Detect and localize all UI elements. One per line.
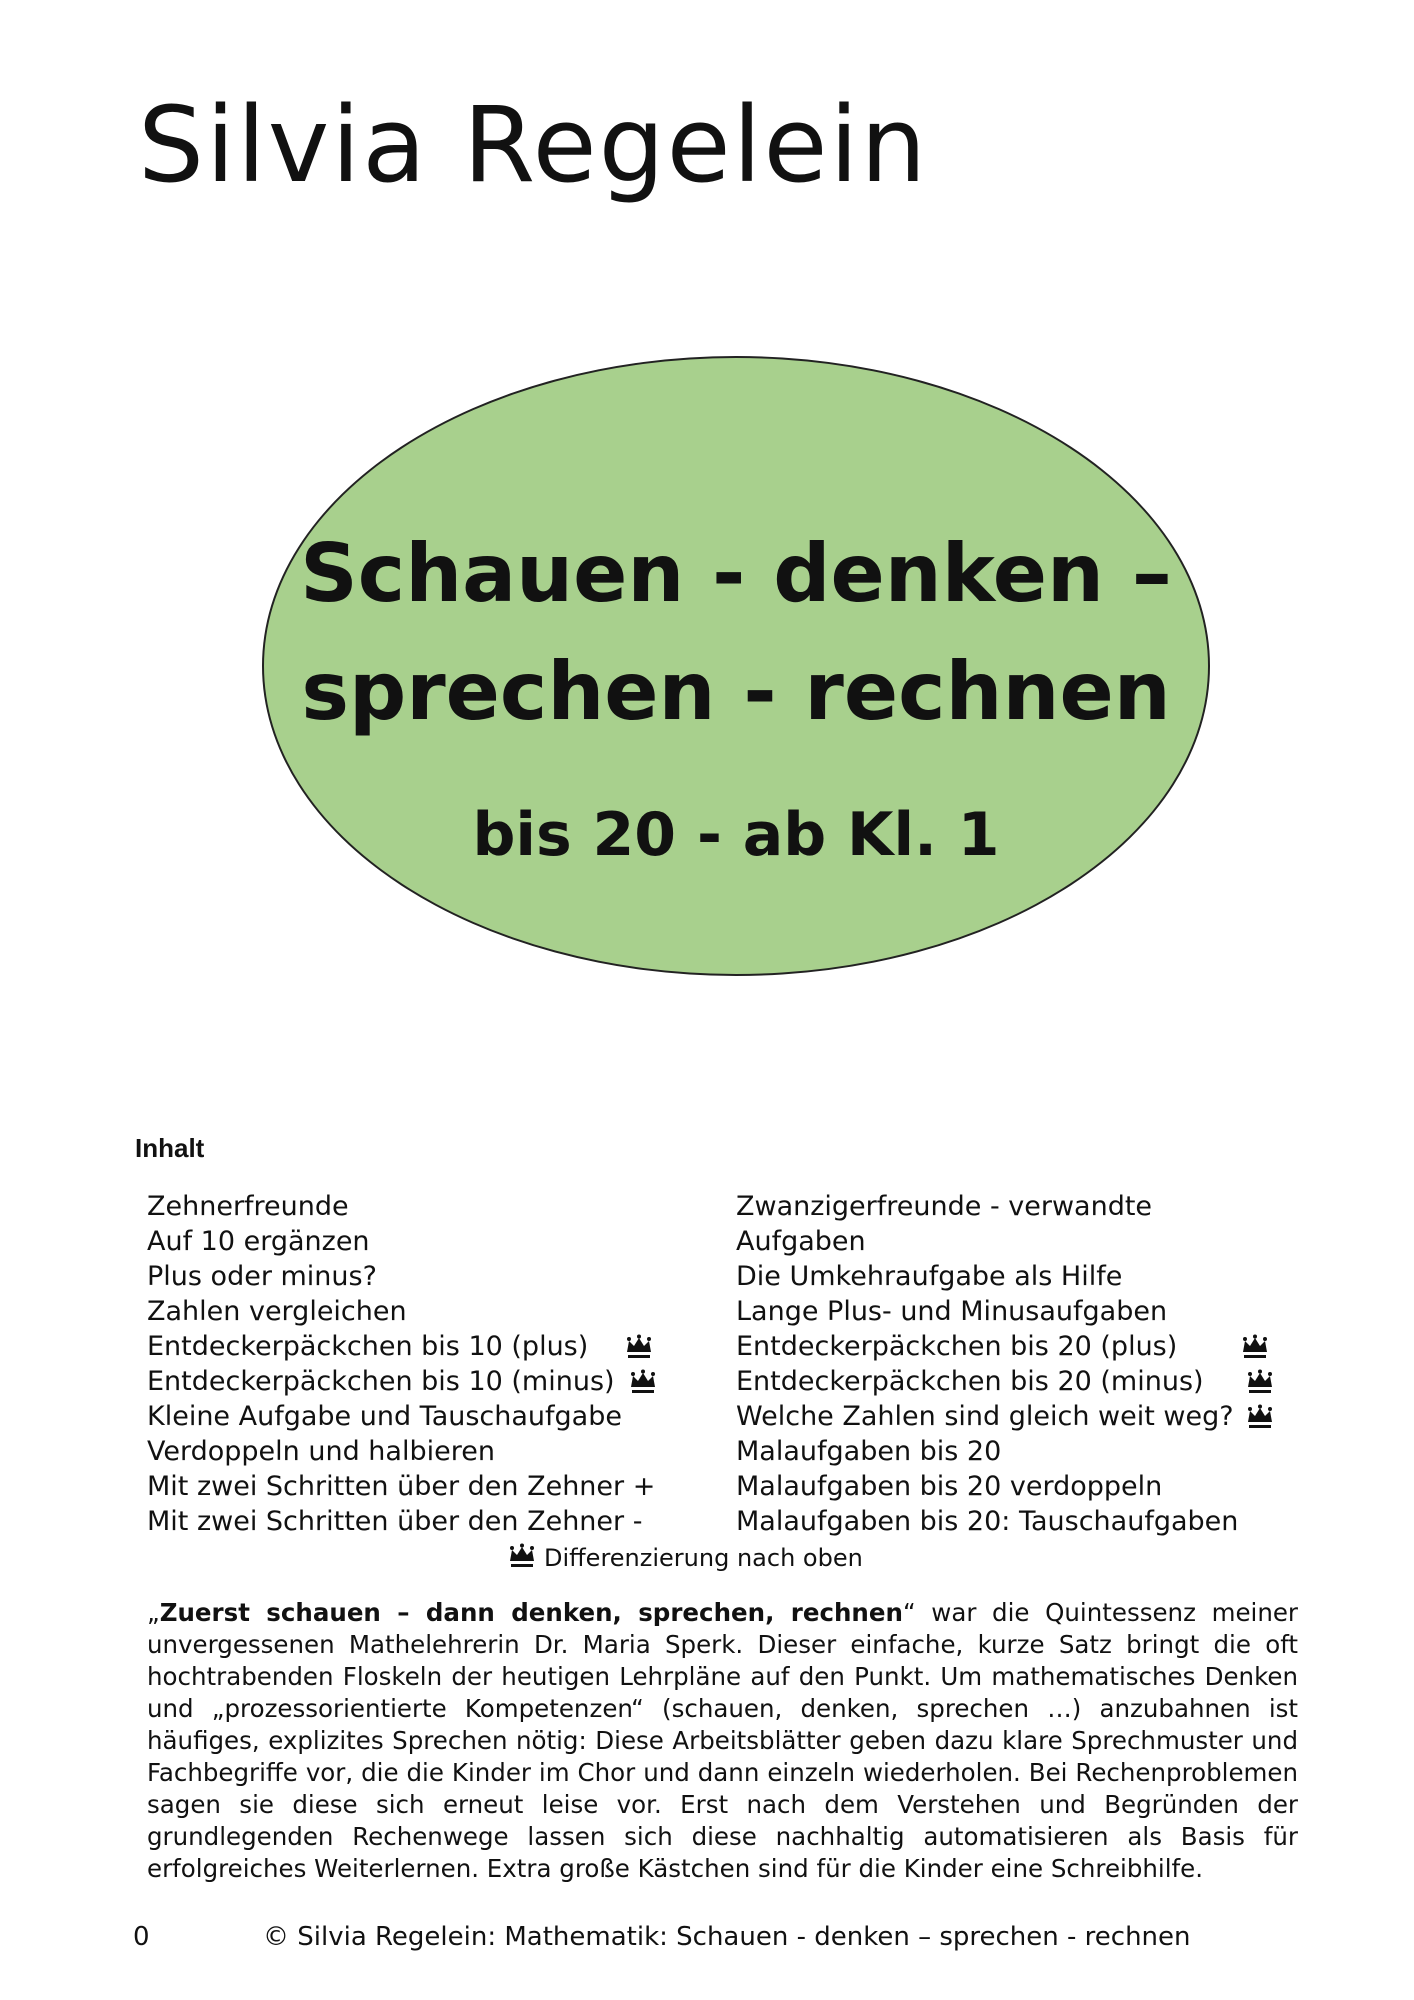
toc-item-label: Entdeckerpäckchen bis 20 (plus): [736, 1331, 1178, 1362]
author-name: Silvia Regelein: [138, 84, 929, 206]
toc-item: [736, 1364, 1306, 1399]
toc-item: [147, 1434, 687, 1469]
toc-item-label: Mit zwei Schritten über den Zehner -: [147, 1506, 643, 1537]
worksheet-subtitle: bis 20 - ab Kl. 1: [472, 800, 1000, 870]
toc-item: [147, 1224, 687, 1259]
copyright-footer: © Silvia Regelein: Mathematik: Schauen - denken – sprechen - rechnen: [263, 1922, 1191, 1952]
toc-item: [147, 1364, 687, 1399]
contents-heading: Inhalt: [135, 1133, 205, 1163]
toc-item: [147, 1399, 687, 1434]
toc-left-column: [147, 1189, 687, 1539]
toc-item-label: Malaufgaben bis 20 verdoppeln: [736, 1471, 1163, 1502]
toc-item: [736, 1434, 1306, 1469]
toc-item-label: Aufgaben: [736, 1226, 866, 1257]
legend-text: Differenzierung nach oben: [544, 1544, 863, 1572]
toc-item-label: Zahlen vergleichen: [147, 1296, 407, 1327]
toc-item: [736, 1329, 1306, 1364]
toc-item: [736, 1294, 1306, 1329]
toc-item-label: Welche Zahlen sind gleich weit weg?: [736, 1401, 1234, 1432]
crown-icon: [629, 1369, 657, 1395]
toc-item: [736, 1469, 1306, 1504]
crown-icon: [1246, 1404, 1274, 1430]
toc-item: [736, 1504, 1306, 1539]
toc-item-label: Entdeckerpäckchen bis 10 (plus): [147, 1331, 589, 1362]
worksheet-title: [262, 515, 1210, 751]
toc-item-label: Zehnerfreunde: [147, 1191, 349, 1222]
toc-item-label: Malaufgaben bis 20: Tauschaufgaben: [736, 1506, 1239, 1537]
intro-text: “ war die Quintessenz meiner unvergessenen Mathelehrerin Dr. Maria Sperk. Dieser einfache, kurze Satz bringt die oft hochtrabenden Floskeln der heutigen Lehrpläne auf den Punkt. Um mathematisches Denken und „prozessorientierte Kompetenzen“ (schauen, denken, sprechen …) anzubahnen ist häufiges, explizites Sprechen nötig: Diese Arbeitsblätter geben dazu klare Sprechmuster und Fachbegriffe vor, die die Kinder im Chor und dann einzeln wiederholen. Bei Rechenproblemen sagen sie diese sich erneut leise vor. Erst nach dem Verstehen und Begründen der grundlegenden Rechenwege lassen sich diese nachhaltig automatisieren als Basis für erfolgreiches Weiterlernen. Extra große Kästchen sind für die Kinder eine Schreibhilfe.: [147, 1598, 1299, 1883]
toc-item: [147, 1189, 687, 1224]
toc-item: [147, 1504, 687, 1539]
toc-item-label: Entdeckerpäckchen bis 20 (minus): [736, 1366, 1204, 1397]
title-line-1: Schauen - denken –: [300, 527, 1172, 620]
toc-item-label: Lange Plus- und Minusaufgaben: [736, 1296, 1168, 1327]
toc-item: [147, 1469, 687, 1504]
toc-item-label: Auf 10 ergänzen: [147, 1226, 370, 1257]
title-line-2: sprechen - rechnen: [301, 645, 1171, 738]
page-number: 0: [133, 1922, 150, 1952]
crown-icon: [625, 1334, 653, 1360]
toc-item-label: Die Umkehraufgabe als Hilfe: [736, 1261, 1123, 1292]
legend: [508, 1542, 863, 1574]
toc-item: [736, 1399, 1306, 1434]
intro-open-quote: „: [147, 1598, 160, 1627]
toc-item: [736, 1224, 1306, 1259]
intro-paragraph: [147, 1597, 1298, 1885]
toc-item-label: Verdoppeln und halbieren: [147, 1436, 495, 1467]
toc-item-label: Plus oder minus?: [147, 1261, 377, 1292]
crown-icon: [1246, 1369, 1274, 1395]
toc-item-label: Entdeckerpäckchen bis 10 (minus): [147, 1366, 615, 1397]
toc-item-label: Malaufgaben bis 20: [736, 1436, 1002, 1467]
toc-item: [147, 1329, 687, 1364]
toc-right-column: [736, 1189, 1306, 1539]
crown-icon: [1241, 1334, 1269, 1360]
toc-item: [147, 1294, 687, 1329]
toc-item: [736, 1259, 1306, 1294]
toc-item: [147, 1259, 687, 1294]
crown-icon: [508, 1543, 536, 1569]
intro-quote: Zuerst schauen – dann denken, sprechen, rechnen: [159, 1598, 903, 1627]
toc-item-label: Mit zwei Schritten über den Zehner +: [147, 1471, 656, 1502]
toc-item-label: Zwanzigerfreunde - verwandte: [736, 1191, 1153, 1222]
toc-item-label: Kleine Aufgabe und Tauschaufgabe: [147, 1401, 622, 1432]
toc-item: [736, 1189, 1306, 1224]
